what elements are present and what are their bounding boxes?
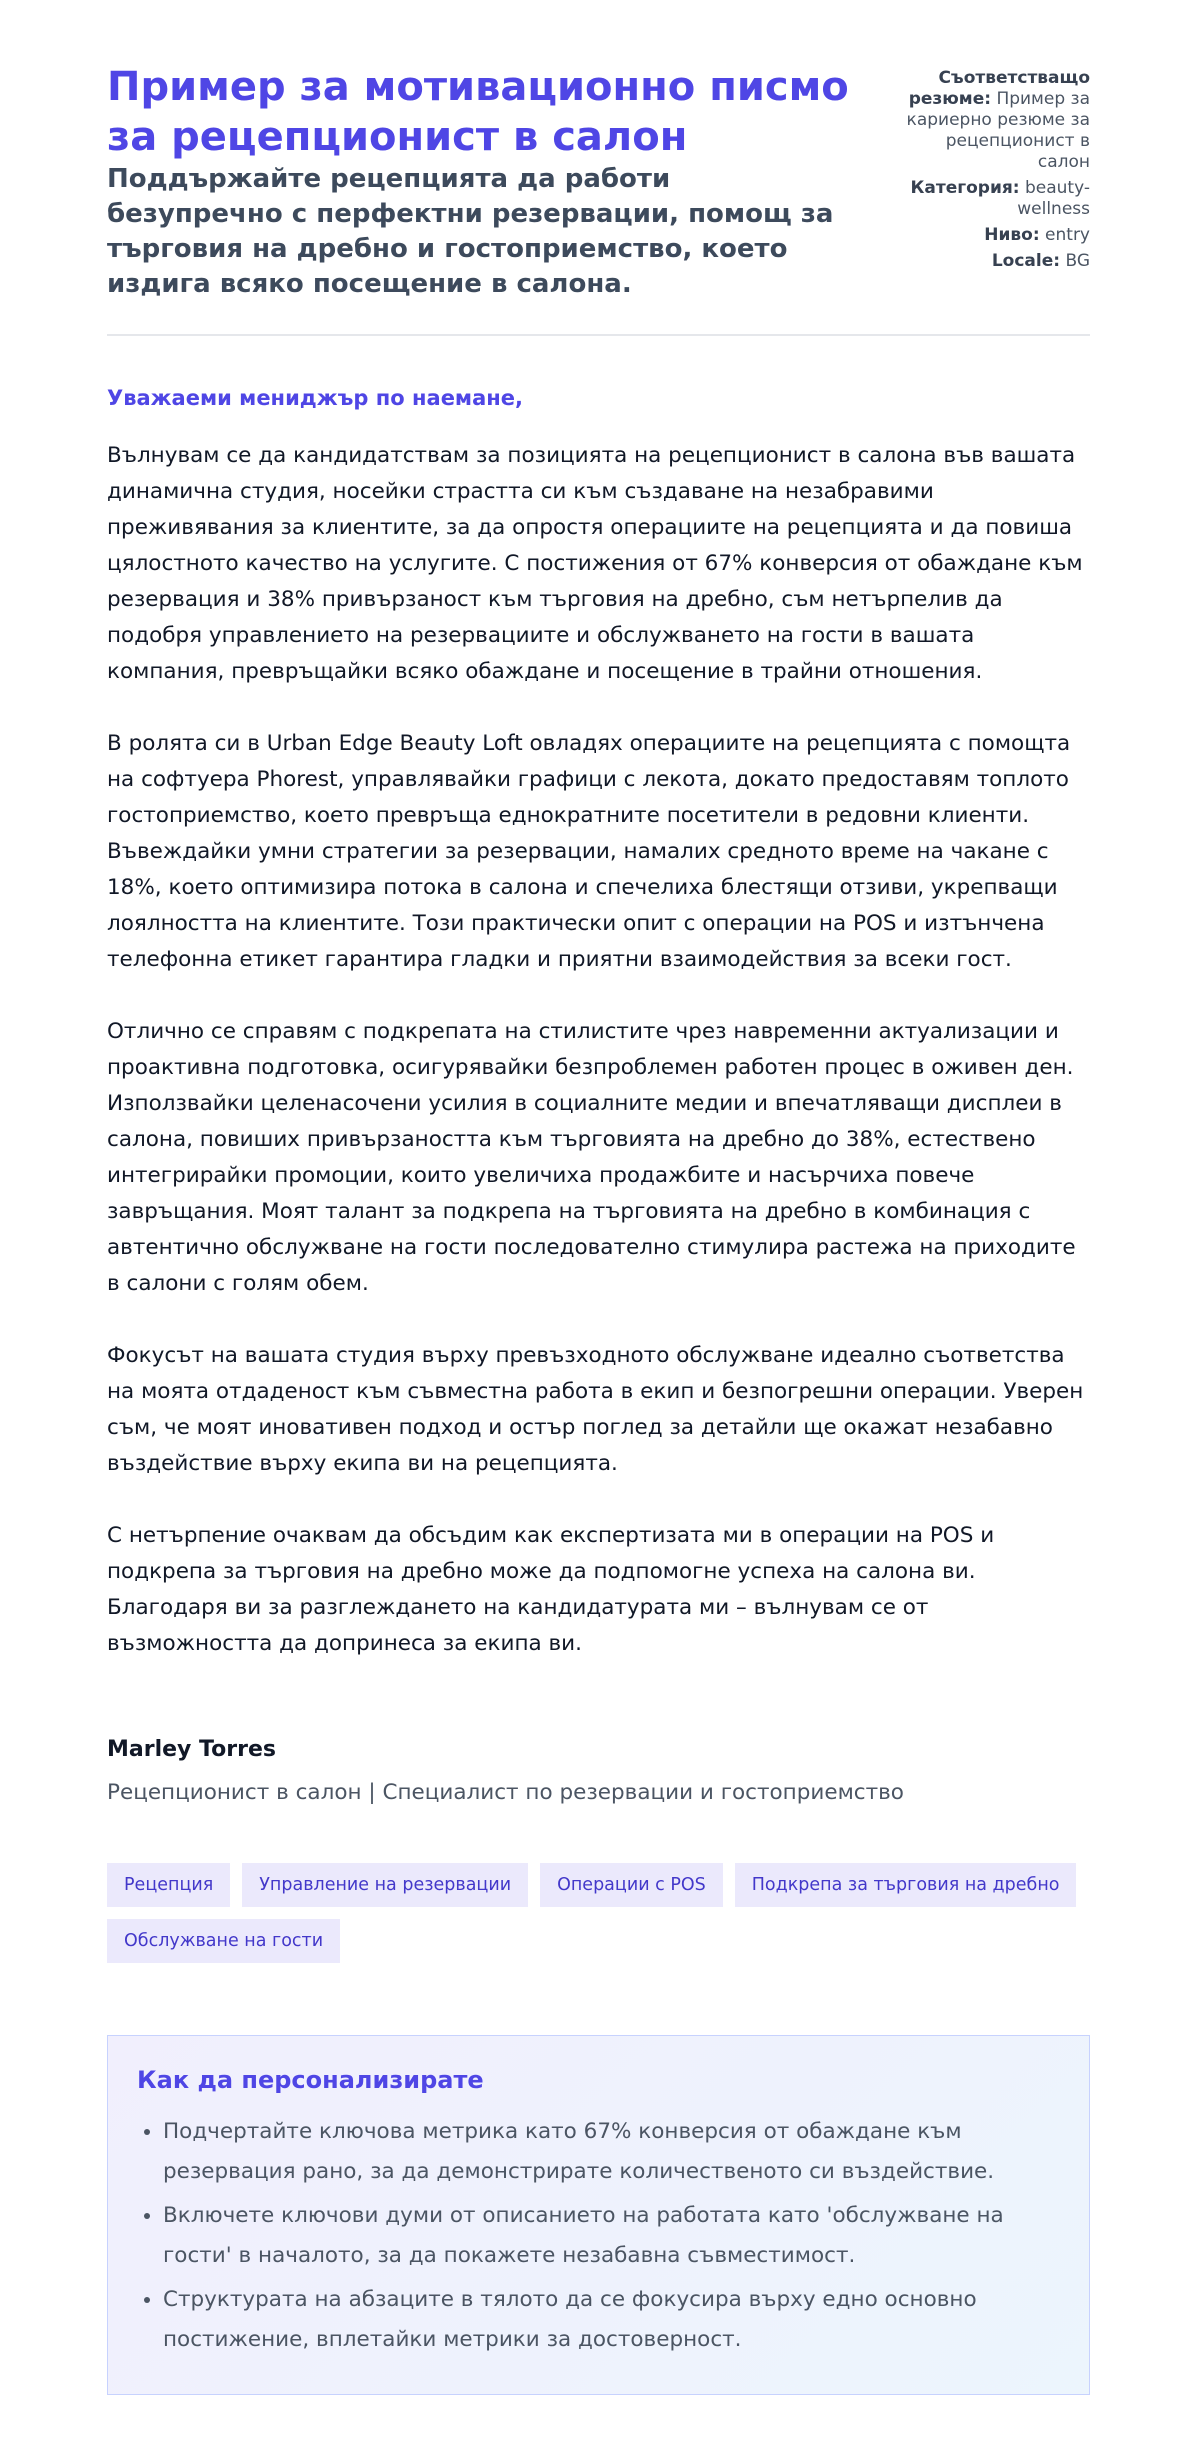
- tag[interactable]: Операции с POS: [540, 1863, 723, 1907]
- signer-role: Рецепционист в салон | Специалист по резервации и гостоприемство: [107, 1780, 904, 1805]
- page-subtitle: Поддържайте рецепцията да работи безупречно с перфектни резервации, помощ за търговия на дребно и гостоприемство, което издига всяко посещение в салона.: [107, 164, 834, 299]
- letter-paragraph: В ролята си в Urban Edge Beauty Loft овладях операциите на рецепцията с помощта на софтуера Phorest, управлявайки графици с лекота, докато предоставям топлото гостоприемство, което превръща еднократните посетители в редовни клиенти. Въвеждайки умни стратегии за резервации, намалих средното време на чакане с 18%, което оптимизира потока в салона и спечелиха блестящи отзиви, укрепващи лоялността на клиентите. Този практически опит с операции на POS и изтънчена телефонна етикет гарантира гладки и приятни взаимодействия за всеки гост.: [107, 731, 1071, 972]
- meta-panel: [890, 62, 1090, 277]
- letter-paragraph: С нетърпение очаквам да обсъдим как експертизата ми в операции на POS и подкрепа за търговия на дребно може да подпомогне успеха на салона ви. Благодаря ви за разглеждането на кандидатурата ми – вълнувам се от възможността да допринеса за екипа ви.: [107, 1523, 995, 1656]
- header: [107, 62, 1090, 302]
- meta-resume: Съответстващо резюме: Пример за кариерно резюме за рецепционист в салон: [906, 68, 1090, 172]
- salutation: Уважаеми мениджър по наемане,: [107, 386, 524, 410]
- meta-locale: Locale: BG: [991, 251, 1090, 271]
- letter-paragraph: Вълнувам се да кандидатствам за позицията на рецепционист в салона във вашата динамична студия, носейки страстта си към създаване на незабравими преживявания за клиентите, за да опростя операциите на рецепцията и да повиша цялостното качество на услугите. С постижения от 67% конверсия от обаждане към резервация и 38% привързаност към търговия на дребно, съм нетърпелив да подобря управлението на резервациите и обслужването на гости в вашата компания, превръщайки всяко обаждане и посещение в трайни отношения.: [107, 443, 1083, 684]
- tips-title: Как да персонализирате: [137, 2066, 484, 2094]
- tip-item: • Подчертайте ключова метрика като 67% конверсия от обаждане към резервация рано, за да демонстрирате количественото си въздействие.: [163, 2112, 1061, 2192]
- tip-item: • Структурата на абзаците в тялото да се фокусира върху едно основно постижение, вплетайки метрики за достоверност.: [163, 2280, 1061, 2360]
- meta-level: Ниво: entry: [984, 225, 1090, 245]
- customization-tips: [107, 2035, 1090, 2395]
- tag[interactable]: Управление на резервации: [242, 1863, 528, 1907]
- signer-name: Marley Torres: [107, 1737, 276, 1762]
- tag[interactable]: Подкрепа за търговия на дребно: [735, 1863, 1077, 1907]
- tag[interactable]: Обслужване на гости: [107, 1919, 340, 1963]
- tips-list: [137, 2112, 1061, 2360]
- letter-paragraph: Отлично се справям с подкрепата на стилистите чрез навременни актуализации и проактивна подготовка, осигурявайки безпроблемен работен процес в оживен ден. Използвайки целенасочени усилия в социалните медии и впечатляващи дисплеи в салона, повиших привързаността към търговията на дребно до 38%, естествено интегрирайки промоции, които увеличиха продажбите и насърчиха повече завръщания. Моят талант за подкрепа на търговията на дребно в комбинация с автентично обслужване на гости последователно стимулира растежа на приходите в салони с голям обем.: [107, 1019, 1076, 1296]
- tag-list: [107, 1863, 1090, 1963]
- meta-category: Категория: beauty-wellness: [910, 178, 1090, 219]
- signature: [107, 1737, 1090, 1805]
- letter-paragraph: Фокусът на вашата студия върху превъзходното обслужване идеално съответства на моята отдаденост към съвместна работа в екип и безпогрешни операции. Уверен съм, че моят иновативен подход и остър поглед за детайли ще окажат незабавно въздействие върху екипа ви на рецепцията.: [107, 1343, 1084, 1476]
- resume-link[interactable]: Пример за кариерно резюме за рецепционист в салон: [906, 89, 1090, 172]
- page-title: Пример за мотивационно писмо за рецепционист в салон: [107, 64, 849, 160]
- tip-item: • Включете ключови думи от описанието на работата като 'обслужване на гости' в началото, за да покажете незабавна съвместимост.: [163, 2196, 1061, 2276]
- tag[interactable]: Рецепция: [107, 1863, 230, 1907]
- divider: [107, 334, 1090, 336]
